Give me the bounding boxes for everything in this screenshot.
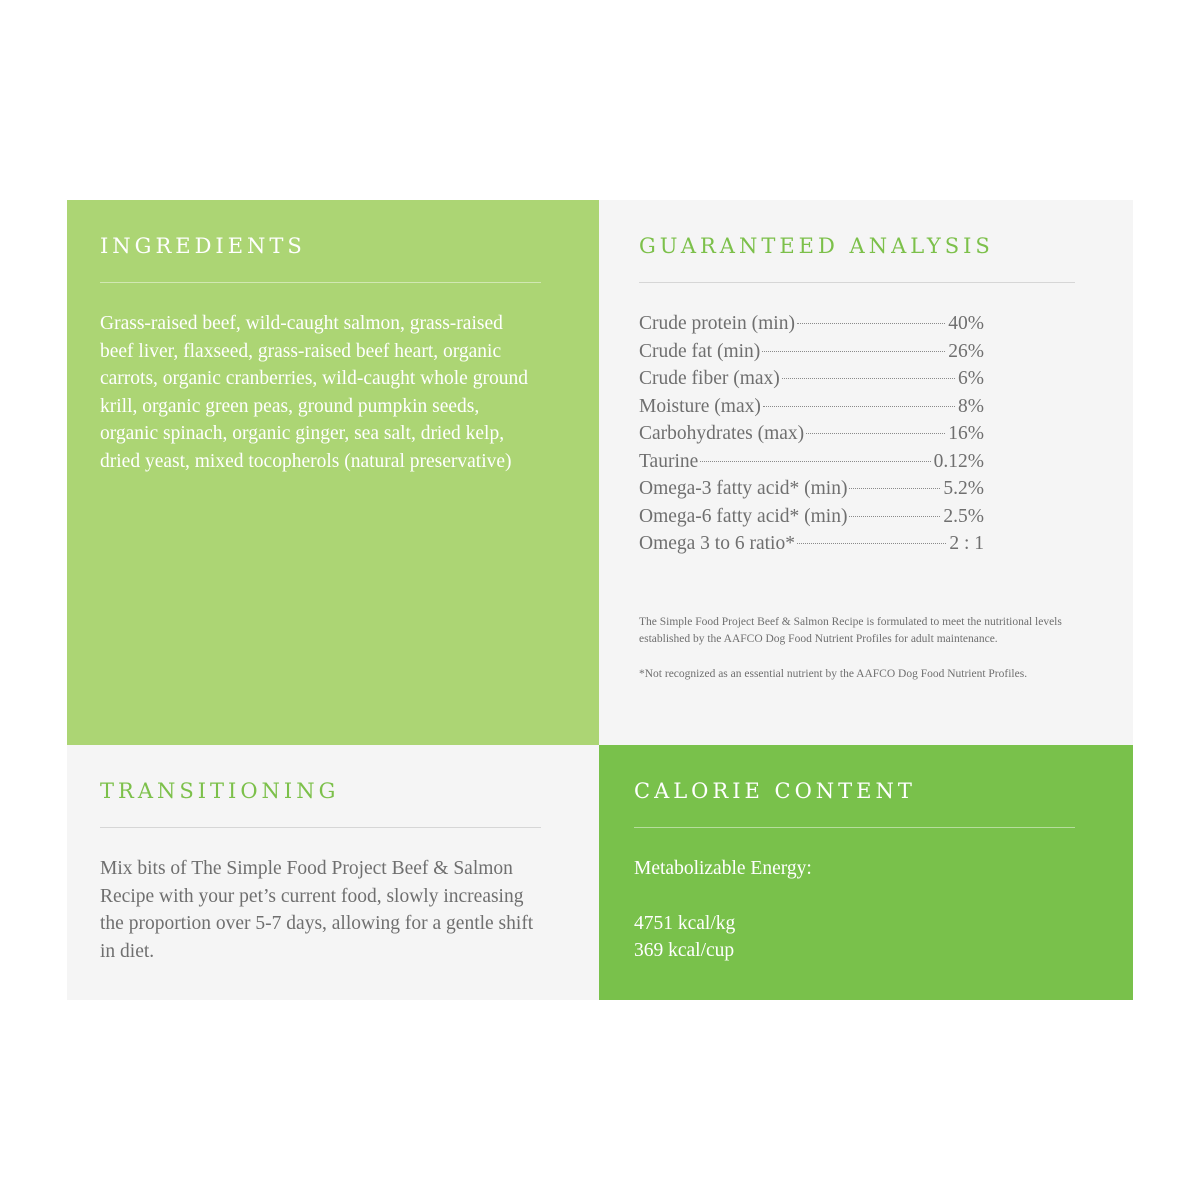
analysis-row-crude-fiber [639,365,984,393]
analysis-value: 16% [948,423,984,444]
analysis-label: Moisture (max) [639,395,761,417]
dot-leader [806,433,945,434]
dot-leader [782,378,955,379]
calorie-content-heading: CALORIE CONTENT [634,779,916,803]
transitioning-heading: TRANSITIONING [100,779,340,803]
transitioning-panel [67,745,599,1000]
analysis-row-crude-protein [639,310,984,338]
dot-leader [700,461,930,462]
analysis-label: Omega 3 to 6 ratio* [639,533,795,554]
analysis-value: 8% [958,395,984,417]
analysis-value: 5.2% [943,478,984,499]
analysis-list [639,310,984,558]
aafco-footnote: *Not recognized as an essential nutrient by the AAFCO Dog Food Nutrient Profiles. [639,667,1028,680]
metabolizable-energy-label: Metabolizable Energy: [634,858,812,879]
analysis-row-omega-6 [639,503,984,531]
analysis-row-moisture [639,393,984,421]
analysis-row-taurine [639,448,984,476]
kcal-per-cup: 369 kcal/cup [634,940,735,961]
analysis-value: 40% [948,313,984,334]
analysis-label: Crude fat (min) [639,340,761,362]
analysis-label: Taurine [639,450,699,472]
ingredients-divider [100,282,541,283]
analysis-label: Omega-6 fatty acid* (min) [639,505,848,527]
analysis-value: 2 : 1 [949,533,984,554]
calorie-content-panel [599,745,1133,1000]
ingredients-text: Grass-raised beef, wild-caught salmon, grass-raised beef liver, flaxseed, grass-raised beef heart, organic carrots, organic cranberries, wild-caught whole ground krill, organic green peas, ground pumpkin seeds, organic spinach, organic ginger, sea salt, dried kelp, dried yeast, mixed tocopherols (natural preservative) [100,313,528,472]
guaranteed-analysis-heading: GUARANTEED ANALYSIS [639,234,994,258]
analysis-value: 0.12% [933,450,984,472]
dot-leader [797,543,946,544]
guaranteed-analysis-panel [599,200,1133,745]
dot-leader [849,516,940,517]
ingredients-heading: INGREDIENTS [100,234,306,258]
analysis-row-crude-fat [639,338,984,366]
analysis-value: 26% [948,340,984,362]
dot-leader [762,351,945,352]
dot-leader [797,323,945,324]
analysis-label: Omega-3 fatty acid* (min) [639,478,848,499]
analysis-row-omega-ratio [639,530,984,558]
analysis-value: 6% [958,368,984,389]
analysis-row-omega-3 [639,475,984,503]
calorie-values [634,910,1075,965]
analysis-row-carbohydrates [639,420,984,448]
kcal-per-kg: 4751 kcal/kg [634,912,736,934]
dot-leader [849,488,940,489]
guaranteed-analysis-divider [639,282,1075,283]
transitioning-divider [100,827,541,828]
dot-leader [763,406,955,407]
aafco-statement: The Simple Food Project Beef & Salmon Recipe is formulated to meet the nutritional levels established by the AAFCO Dog Food Nutrient Profiles for adult maintenance. [639,615,1062,645]
analysis-label: Carbohydrates (max) [639,423,805,444]
analysis-label: Crude protein (min) [639,313,795,334]
transitioning-text: Mix bits of The Simple Food Project Beef & Salmon Recipe with your pet’s current food, slowly increasing the proportion over 5-7 days, allowing for a gentle shift in diet. [100,858,534,962]
analysis-value: 2.5% [943,505,984,527]
ingredients-panel [67,200,599,745]
calorie-content-divider [634,827,1075,828]
nutrition-panel-grid [67,200,1133,1000]
analysis-label: Crude fiber (max) [639,368,780,389]
